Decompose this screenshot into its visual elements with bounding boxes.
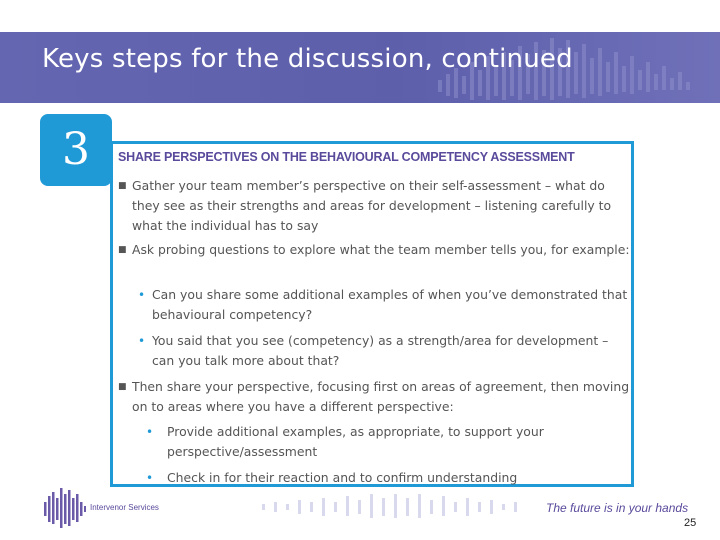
dot-bullet-icon: •	[138, 288, 146, 302]
section-heading: SHARE PERSPECTIVES ON THE BEHAVIOURAL COMPETENCY ASSESSMENT	[118, 150, 575, 164]
square-bullet-icon: ■	[118, 382, 127, 392]
slide-title: Keys steps for the discussion, continued	[42, 44, 573, 74]
bullet-text: Gather your team member’s perspective on their self-assessment – what do they see as their strengths and areas for development – listening carefully to what the individual has to say	[132, 178, 612, 233]
bullet-share-perspective	[118, 377, 630, 417]
bullet-probing-questions	[118, 240, 630, 260]
dot-bullet-icon: •	[146, 471, 154, 485]
share-subpoint-text: Provide additional examples, as appropriate, to support your perspective/assessment	[167, 424, 544, 459]
barcode-logo-icon	[44, 488, 86, 528]
probing-example-text: Can you share some additional examples of when you’ve demonstrated that behavioural competency?	[152, 287, 628, 322]
bullet-gather-perspective	[118, 176, 630, 236]
dot-bullet-icon: •	[138, 334, 146, 348]
probing-example-text: You said that you see (competency) as a strength/area for development – can you talk more about that?	[152, 333, 609, 368]
footer-tagline: The future is in your hands	[546, 501, 689, 515]
logo-text: Intervenor Services	[90, 503, 159, 512]
share-subpoint-text: Check in for their reaction and to confirm understanding	[167, 470, 518, 485]
step-number-badge: 3	[40, 114, 112, 186]
square-bullet-icon: ■	[118, 245, 127, 255]
bullet-text: Ask probing questions to explore what the team member tells you, for example:	[132, 242, 630, 257]
title-bar	[0, 32, 720, 103]
square-bullet-icon: ■	[118, 181, 127, 191]
probing-example-item	[138, 285, 630, 325]
page-number: 25	[684, 517, 697, 529]
bullet-text: Then share your perspective, focusing first on areas of agreement, then moving on to areas where you have a different perspective:	[132, 379, 630, 414]
dot-bullet-icon: •	[146, 425, 154, 439]
share-subpoint-item	[146, 468, 630, 488]
share-subpoint-item	[146, 422, 630, 462]
probing-example-item	[138, 331, 630, 371]
